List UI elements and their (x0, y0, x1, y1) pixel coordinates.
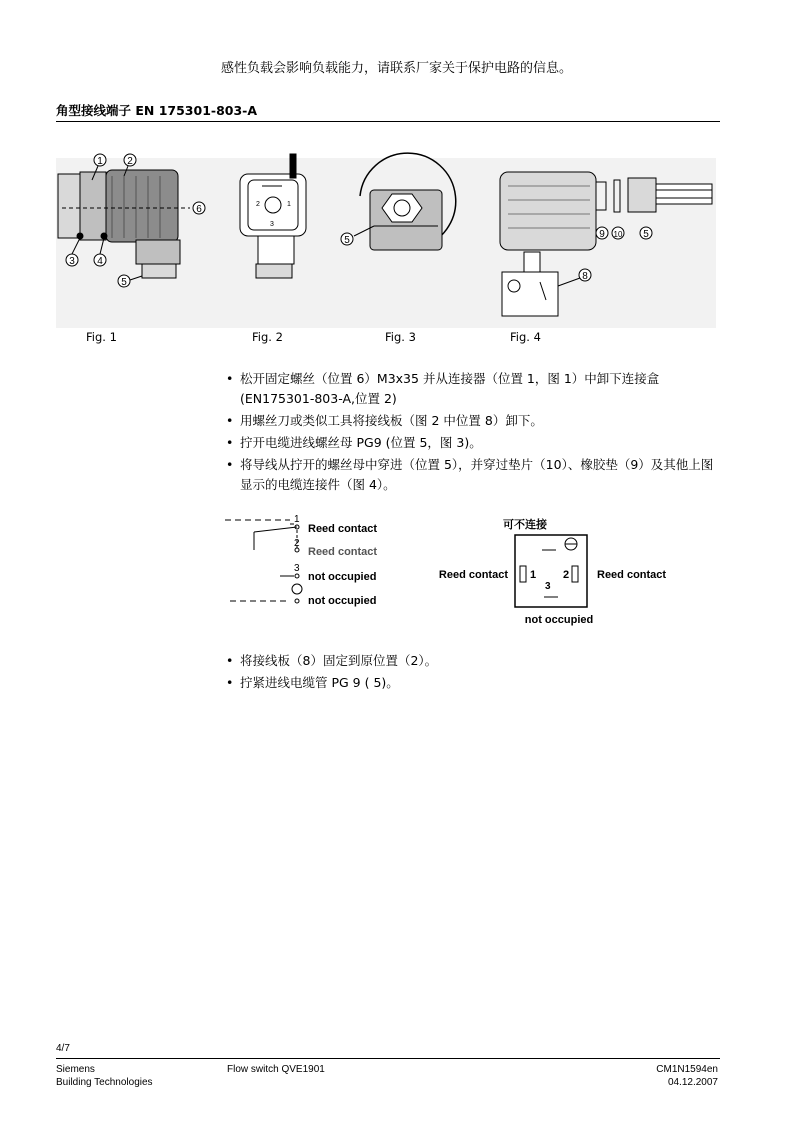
step-item: • 拧开电缆进线螺丝母 PG9 (位置 5，图 3)。 (222, 433, 722, 453)
footer-rule (56, 1058, 720, 1059)
svg-text:5: 5 (344, 235, 350, 246)
svg-text:4: 4 (97, 256, 103, 267)
callout-4 (94, 254, 106, 267)
wiring-label-4: not occupied (308, 595, 377, 607)
socket-pin-3: 3 (545, 581, 551, 592)
callout-9 (596, 227, 608, 240)
footer-product: Flow switch QVE1901 (227, 1064, 325, 1075)
fig4-caption: Fig. 4 (510, 330, 541, 344)
callout-2 (124, 154, 136, 167)
step-item: • 用螺丝刀或类似工具将接线板（图 2 中位置 8）卸下。 (222, 411, 722, 431)
step-item: • 拧紧进线电缆管 PG 9 ( 5)。 (222, 673, 722, 693)
svg-text:3: 3 (294, 563, 300, 574)
step-item: • 将导线从拧开的螺丝母中穿进（位置 5），并穿过垫片（10）、橡胶垫（9）及其他上图显示的电缆连接件（图 4）。 (222, 455, 722, 495)
fig3-caption: Fig. 3 (385, 330, 416, 344)
wiring-label-3: not occupied (308, 571, 377, 583)
callout-3 (66, 254, 78, 267)
fig4-drawing (500, 172, 712, 316)
callout-6 (193, 202, 205, 215)
svg-text:10: 10 (613, 230, 623, 239)
svg-text:2: 2 (127, 156, 133, 167)
wiring-diagram (220, 510, 730, 630)
svg-text:9: 9 (599, 229, 605, 240)
svg-text:6: 6 (196, 204, 202, 215)
svg-text:1: 1 (97, 156, 103, 167)
svg-text:3: 3 (69, 256, 75, 267)
footer-company: Siemens (56, 1064, 95, 1075)
wiring-label-1: Reed contact (308, 523, 378, 535)
socket-left-label: Reed contact (438, 569, 508, 581)
callout-8 (579, 269, 591, 282)
footer-date: 04.12.2007 (667, 1077, 718, 1088)
svg-text:8: 8 (582, 271, 588, 282)
svg-text:1: 1 (287, 201, 291, 208)
fig3-drawing (354, 153, 456, 250)
socket-title: 可不连接 (503, 519, 547, 531)
wiring-label-2: Reed contact (308, 546, 378, 558)
svg-text:1: 1 (294, 514, 300, 525)
svg-text:2: 2 (294, 538, 300, 549)
callout-10 (612, 227, 624, 239)
steps-list-a (222, 369, 722, 497)
fig1-caption: Fig. 1 (86, 330, 117, 344)
footer-doc-id: CM1N1594en (656, 1064, 718, 1075)
intro-note: 感性负载会影响负载能力，请联系厂家关于保护电路的信息。 (220, 61, 572, 76)
callout-5-fig4 (640, 227, 652, 240)
page-number: 4/7 (56, 1043, 70, 1054)
socket-pin-1: 1 (530, 569, 537, 581)
callout-5-fig3 (341, 233, 353, 246)
callout-1 (94, 154, 106, 167)
step-item: • 松开固定螺丝（位置 6）M3x35 并从连接器（位置 1，图 1）中卸下连接盒 (EN175301-803-A,位置 2) (222, 369, 722, 409)
socket-right-label: Reed contact (597, 569, 667, 581)
socket-pin-2: 2 (563, 569, 570, 581)
svg-text:2: 2 (256, 201, 260, 208)
wiring-terminal-numbers (294, 514, 300, 574)
svg-text:5: 5 (643, 229, 649, 240)
socket-bottom-label: not occupied (524, 614, 594, 626)
fig2-caption: Fig. 2 (252, 330, 283, 344)
connector-figures (0, 0, 793, 340)
steps-list-b (222, 651, 722, 695)
svg-text:5: 5 (121, 277, 127, 288)
footer-division: Building Technologies (56, 1077, 153, 1088)
section-title: 角型接线端子 EN 175301-803-A (56, 103, 258, 118)
fig2-drawing (240, 154, 306, 278)
callout-5-fig1 (118, 275, 130, 288)
step-item: • 将接线板（8）固定到原位置（2）。 (222, 651, 722, 671)
svg-text:3: 3 (270, 221, 274, 228)
